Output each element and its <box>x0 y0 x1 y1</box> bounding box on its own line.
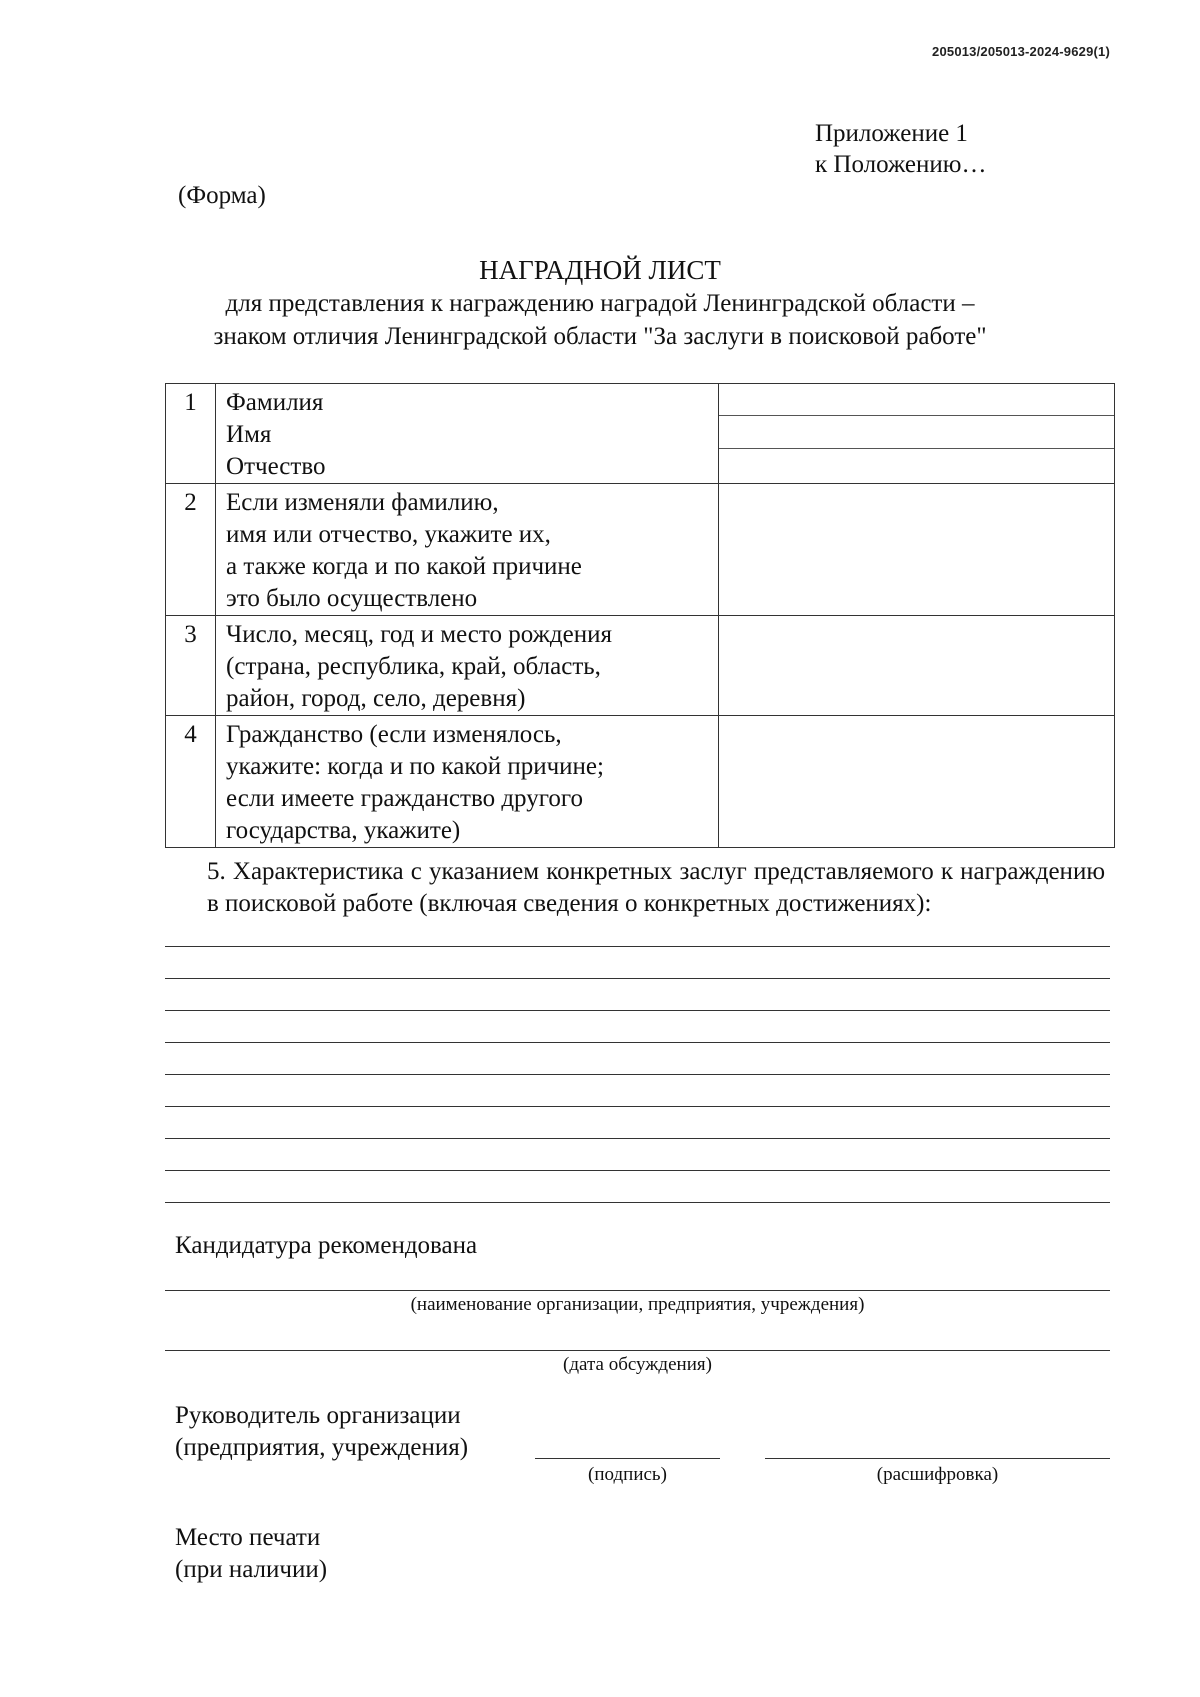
appendix-line-1: Приложение 1 <box>815 120 968 147</box>
title-subline-1: для представления к награждению наградой Ленинградской области – <box>225 290 975 317</box>
appendix-reference <box>815 118 986 180</box>
label-line: если имеете гражданство другого <box>226 785 583 812</box>
document-number: 205013/205013-2024-9629(1) <box>932 44 1110 59</box>
row-label <box>216 484 719 616</box>
signature-line[interactable] <box>535 1458 720 1459</box>
title-main: НАГРАДНОЙ ЛИСТ <box>479 255 721 285</box>
label-line: Число, месяц, год и место рождения <box>226 621 612 648</box>
characteristic-paragraph <box>175 856 1105 920</box>
row-number: 3 <box>166 616 216 716</box>
label-line: (страна, республика, край, область, <box>226 653 601 680</box>
document-title <box>0 254 1200 353</box>
characteristic-line[interactable] <box>165 1170 1110 1171</box>
label-line: укажите: когда и по какой причине; <box>226 753 604 780</box>
row-number: 1 <box>166 384 216 484</box>
award-form-table <box>165 383 1115 848</box>
row-label <box>216 384 719 484</box>
title-subline-2: знаком отличия Ленинградской области "За заслуги в поисковой работе" <box>213 323 987 350</box>
organization-line[interactable] <box>165 1290 1110 1291</box>
table-row <box>166 616 1115 716</box>
row-number: 4 <box>166 716 216 848</box>
label-line: район, город, село, деревня) <box>226 685 526 712</box>
label-line: а также когда и по какой причине <box>226 553 582 580</box>
row-number: 2 <box>166 484 216 616</box>
decode-caption: (расшифровка) <box>876 1464 999 1485</box>
appendix-line-2: к Положению… <box>815 151 987 178</box>
head-label-line-1: Руководитель организации <box>175 1402 461 1429</box>
characteristic-line[interactable] <box>165 1042 1110 1043</box>
table-row <box>166 716 1115 848</box>
table-row <box>166 384 1115 484</box>
citizenship-field[interactable] <box>719 716 1115 848</box>
characteristic-line[interactable] <box>165 1074 1110 1075</box>
organization-caption: (наименование организации, предприятия, учреждения) <box>410 1294 865 1315</box>
characteristic-text: 5. Характеристика с указанием конкретных заслуг представляемого к награждению в поисковой работе (включая сведения о конкретных достижениях): <box>207 858 1105 917</box>
label-line: Отчество <box>226 453 326 480</box>
birth-info-field[interactable] <box>719 616 1115 716</box>
label-line: Если изменяли фамилию, <box>226 489 499 516</box>
label-line: имя или отчество, укажите их, <box>226 521 551 548</box>
label-line: Гражданство (если изменялось, <box>226 721 562 748</box>
name-value-cell[interactable] <box>719 384 1115 484</box>
name-change-field[interactable] <box>719 484 1115 616</box>
discussion-date-caption: (дата обсуждения) <box>563 1354 712 1375</box>
surname-field[interactable] <box>719 384 1114 416</box>
row-label <box>216 716 719 848</box>
label-line: государства, укажите) <box>226 817 461 844</box>
head-label-line-2: (предприятия, учреждения) <box>175 1434 469 1461</box>
discussion-date-line[interactable] <box>165 1350 1110 1351</box>
characteristic-line[interactable] <box>165 1138 1110 1139</box>
decode-line[interactable] <box>765 1458 1110 1459</box>
label-line: Имя <box>226 421 272 448</box>
characteristic-line[interactable] <box>165 1010 1110 1011</box>
label-line: Фамилия <box>226 389 324 416</box>
patronymic-field[interactable] <box>719 449 1114 480</box>
characteristic-line[interactable] <box>165 946 1110 947</box>
signature-caption: (подпись) <box>588 1464 667 1485</box>
table-row <box>166 484 1115 616</box>
seal-label-line-1: Место печати <box>175 1524 321 1551</box>
seal-place-label <box>175 1522 327 1586</box>
first-name-field[interactable] <box>719 416 1114 448</box>
seal-label-line-2: (при наличии) <box>175 1556 328 1583</box>
characteristic-line[interactable] <box>165 1202 1110 1203</box>
characteristic-line[interactable] <box>165 978 1110 979</box>
recommended-label: Кандидатура рекомендована <box>175 1232 478 1259</box>
form-label: (Форма) <box>178 182 266 209</box>
head-of-organization-label <box>175 1400 468 1464</box>
row-label <box>216 616 719 716</box>
label-line: это было осуществлено <box>226 585 478 612</box>
characteristic-line[interactable] <box>165 1106 1110 1107</box>
